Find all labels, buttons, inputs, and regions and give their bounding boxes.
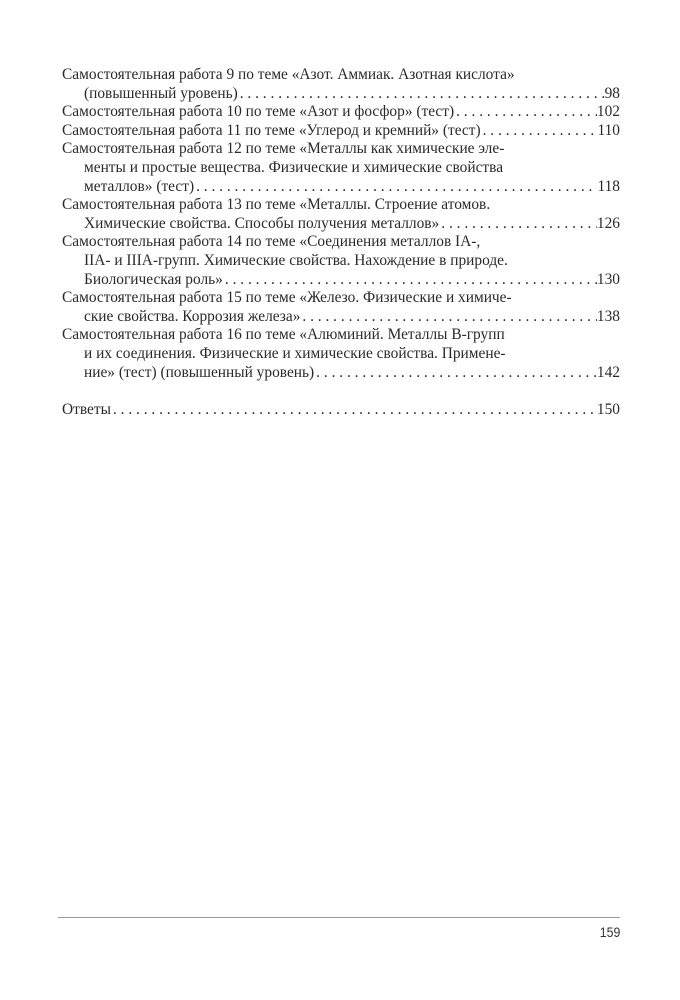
dot-leader [238, 85, 605, 104]
toc-page-number: 98 [604, 84, 620, 102]
toc-entry-line: Самостоятельная работа 12 по теме «Металлы как химические эле- [62, 140, 505, 158]
footer-rule [58, 917, 620, 918]
dot-leader [439, 215, 597, 234]
page-number: 159 [599, 924, 620, 940]
table-of-contents [62, 66, 620, 419]
dot-leader [223, 271, 597, 290]
toc-entry-line: Самостоятельная работа 9 по теме «Азот. Аммиак. Азотная кислота» [62, 66, 515, 83]
toc-entry-line: ские свойства. Коррозия железа» [84, 307, 301, 325]
toc-entry-line: менты и простые вещества. Физические и химические свойства [84, 158, 504, 176]
toc-entry-line: Самостоятельная работа 11 по теме «Углерод и кремний» (тест) [62, 121, 481, 139]
toc-entry-12[interactable] [62, 140, 620, 196]
toc-entry-line: IIA- и IIIA-групп. Химические свойства. Нахождение в природе. [84, 251, 508, 269]
dot-leader [111, 401, 597, 420]
toc-entry-answers[interactable] [62, 401, 620, 420]
toc-page-number: 126 [596, 214, 620, 232]
toc-entry-line: Самостоятельная работа 15 по теме «Железо. Физические и химиче- [62, 289, 512, 307]
toc-page-number: 138 [596, 307, 620, 325]
toc-page-number: 102 [596, 103, 620, 121]
toc-entry-line: Самостоятельная работа 13 по теме «Металлы. Строение атомов. [62, 196, 491, 214]
toc-entry-line: Ответы [62, 400, 111, 418]
toc-entry-14[interactable] [62, 233, 620, 289]
toc-entry-line: Биологическая роль» [84, 270, 223, 288]
toc-entry-line: металлов» (тест) [84, 177, 195, 195]
toc-entry-11[interactable] [62, 122, 620, 141]
dot-leader [481, 122, 598, 141]
toc-entry-line: Самостоятельная работа 14 по теме «Соединения металлов IA-, [62, 233, 481, 251]
toc-entry-16[interactable] [62, 326, 620, 382]
toc-page-number: 110 [597, 121, 620, 139]
toc-page-number: 118 [597, 177, 620, 195]
dot-leader [300, 308, 597, 327]
toc-page-number: 142 [596, 363, 620, 381]
toc-entry-line: ние» (тест) (повышенный уровень) [84, 363, 315, 381]
toc-entry-line: Самостоятельная работа 16 по теме «Алюминий. Металлы В-групп [62, 326, 505, 344]
toc-entry-9[interactable] [62, 66, 620, 103]
toc-page-number: 150 [596, 400, 620, 418]
toc-entry-13[interactable] [62, 196, 620, 233]
toc-entry-line: Химические свойства. Способы получения металлов» [84, 214, 440, 232]
toc-entry-line: Самостоятельная работа 10 по теме «Азот и фосфор» (тест) [62, 103, 455, 121]
toc-entry-10[interactable] [62, 103, 620, 122]
toc-entry-line: (повышенный уровень) [84, 84, 238, 102]
toc-page-number: 130 [596, 270, 620, 288]
toc-entry-15[interactable] [62, 289, 620, 326]
spacer [62, 382, 620, 401]
dot-leader [194, 178, 597, 197]
toc-entry-line: и их соединения. Физические и химические свойства. Примене- [84, 344, 506, 362]
dot-leader [454, 103, 597, 122]
dot-leader [314, 364, 597, 383]
